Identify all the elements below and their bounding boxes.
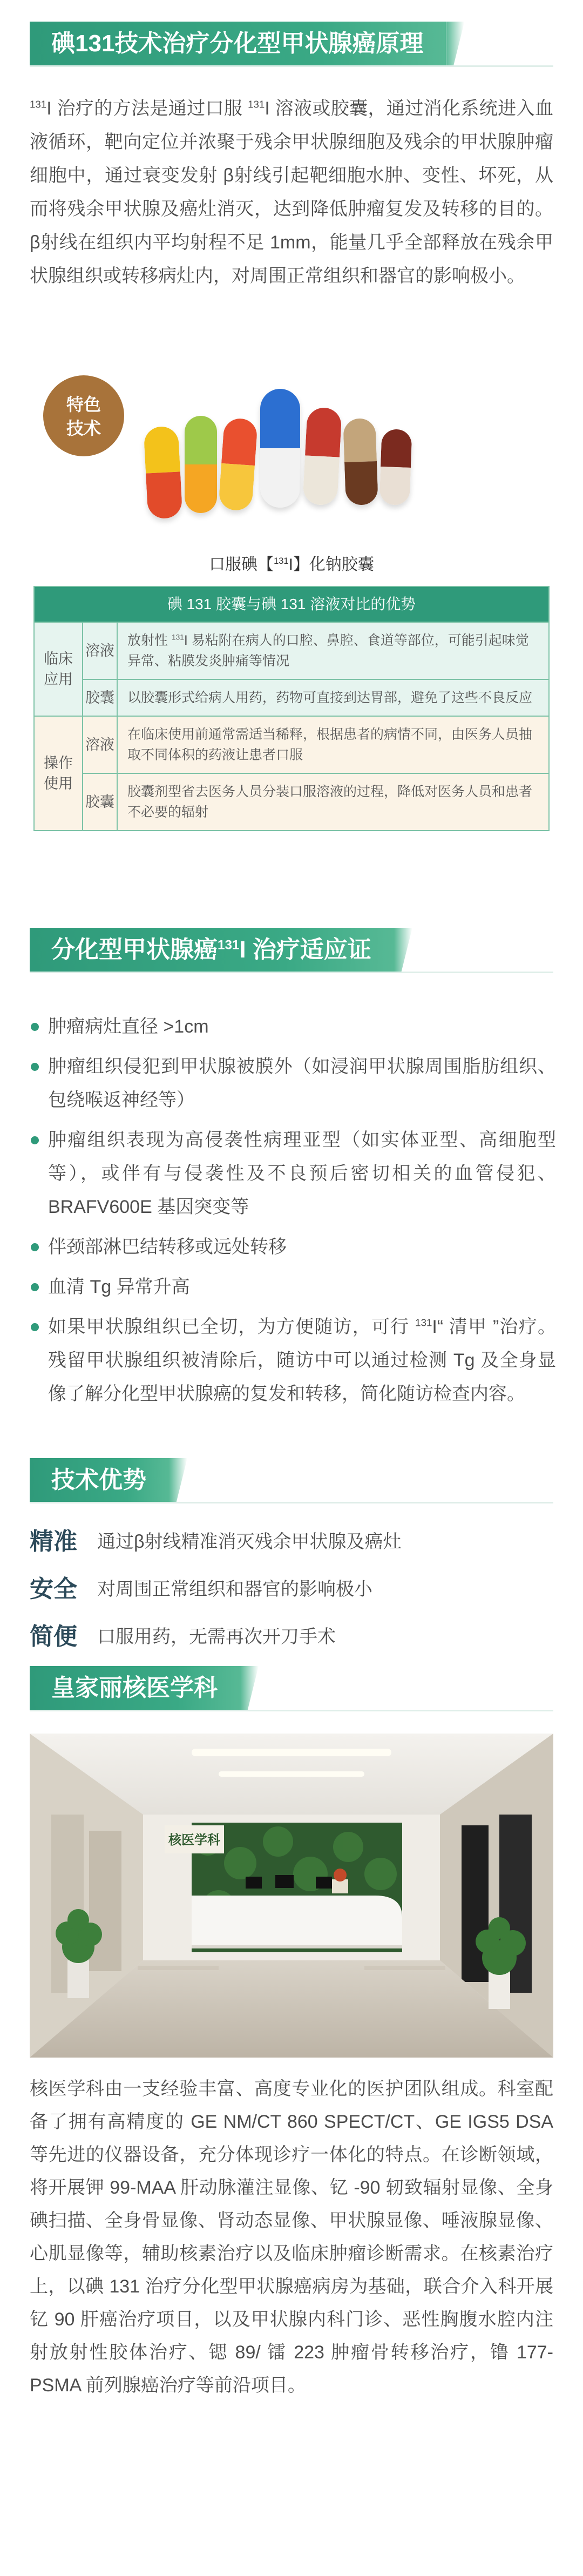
section-title-text: 分化型甲状腺癌	[51, 936, 218, 963]
desc-text: I 易粘附在病人的口腔、鼻腔、食道等部位，可能引起味觉异常、粘膜发炎肿痛等情况	[127, 633, 529, 669]
isotope-superscript: 131	[415, 1317, 432, 1329]
advantage-key: 安全	[30, 1576, 77, 1602]
bullet-icon	[31, 1323, 39, 1331]
divider	[30, 1502, 553, 1503]
capsule-illustration	[140, 378, 421, 524]
list-item	[30, 1010, 556, 1043]
banner-decoration	[394, 928, 412, 972]
divider	[30, 1710, 553, 1711]
list-item-text: 肿瘤组织侵犯到甲状腺被膜外（如浸润甲状腺周围脂肪组织、包绕喉返神经等）	[48, 1056, 556, 1110]
table-row	[83, 623, 548, 679]
section-title-text: I 治疗适应证	[239, 936, 371, 963]
advantage-safe	[30, 1570, 559, 1608]
isotope-superscript: 131	[248, 98, 265, 110]
advantage-value: 对周围正常组织和器官的影响极小	[97, 1579, 372, 1600]
bullet-icon	[31, 1136, 39, 1144]
capsule-4	[260, 389, 300, 508]
row-description: 胶囊剂型省去医务人员分装口服溶液的过程，降低对医务人员和患者不必要的辐射	[127, 784, 533, 820]
row-description: 以胶囊形式给病人用药，药物可直接到达胃部，避免了这些不良反应	[127, 690, 533, 705]
row-description: 在临床使用前通常需适当稀释，根据患者的病情不同，由医务人员抽取不同体积的药液让患者口服	[127, 727, 533, 763]
bullet-icon	[31, 1023, 39, 1031]
advantage-value: 通过β射线精准消灭残余甲状腺及癌灶	[97, 1532, 402, 1552]
list-item-text: 肿瘤组织表现为高侵袭性病理亚型（如实体亚型、高细胞型等），或伴有与侵袭性及不良预后密切相关的血管侵犯、BRAFV600E 基因突变等	[48, 1130, 556, 1217]
banner-decoration	[446, 22, 464, 66]
comparison-table	[33, 586, 550, 831]
group-label: 临床应用	[35, 623, 83, 716]
reception-sign-text: 核医学科	[168, 1832, 220, 1847]
table-group-operation	[35, 716, 548, 830]
list-item	[30, 1050, 556, 1117]
list-item-text: 伴颈部淋巴结转移或远处转移	[48, 1237, 287, 1257]
capsule-caption	[194, 551, 389, 575]
list-item-text: 如果甲状腺组织已全切，为方便随访，可行	[48, 1317, 416, 1337]
section-title-indications	[30, 928, 394, 972]
badge-line: 技术	[66, 419, 101, 438]
list-item-text: 血清 Tg 异常升高	[48, 1277, 190, 1297]
principle-paragraph	[30, 92, 553, 293]
table-row	[83, 679, 548, 716]
advantage-precise	[30, 1523, 559, 1561]
divider	[30, 972, 553, 973]
row-label: 溶液	[83, 623, 118, 679]
capsule-5	[302, 407, 342, 505]
advantage-convenient	[30, 1618, 559, 1656]
isotope-superscript: 131	[30, 98, 47, 110]
list-item	[30, 1270, 556, 1304]
caption-text: 口服碘【	[209, 556, 274, 574]
row-label: 胶囊	[83, 774, 118, 830]
list-item-text: 肿瘤病灶直径 >1cm	[48, 1016, 209, 1037]
section-title-text: 技术优势	[51, 1467, 146, 1493]
capsule-3	[218, 417, 258, 511]
feature-badge	[43, 375, 124, 456]
section-title-principle	[30, 22, 446, 66]
bullet-icon	[31, 1063, 39, 1071]
indication-list	[30, 1010, 556, 1417]
capsule-1	[144, 426, 183, 519]
capsule-2	[185, 416, 217, 513]
row-label: 胶囊	[83, 680, 118, 716]
row-label: 溶液	[83, 717, 118, 773]
isotope-superscript: 131	[218, 938, 240, 953]
section-title-text: 碘131技术治疗分化型甲状腺癌原理	[51, 30, 424, 57]
section-title-text: 皇家丽核医学科	[51, 1675, 218, 1701]
table-header: 碘 131 胶囊与碘 131 溶液对比的优势	[35, 587, 548, 622]
isotope-superscript: 131	[274, 556, 289, 566]
list-item-text: I“ 清甲 ”治疗。残留甲状腺组织被清除后，随访中可以通过检测 Tg 及全身显像了解分化型甲状腺癌的复发和转移，简化随访检查内容。	[48, 1317, 556, 1404]
paragraph-text: I 治疗的方法是通过口服	[46, 98, 248, 119]
capsule-6	[343, 418, 378, 505]
section-title-advantages	[30, 1458, 169, 1502]
bullet-icon	[31, 1283, 39, 1291]
banner-decoration	[169, 1458, 187, 1502]
section-title-department	[30, 1666, 240, 1710]
table-row	[83, 717, 548, 773]
department-paragraph: 核医学科由一支经验丰富、高度专业化的医护团队组成。科室配备了拥有高精度的 GE NM/CT 860 SPECT/CT、GE IGS5 DSA 等先进的仪器设备，充分体现诊疗一体化的特点。在诊断领域，将开展钾 99-MAA 肝动脉灌注显像、钇 -90 轫致辐射显像、全身碘扫描、全身骨显像、肾动态显像、甲状腺显像、唾液腺显像、心肌显像等，辅助核素治疗以及临床肿瘤诊断需求。在核素治疗上，以碘 131 治疗分化型甲状腺癌病房为基础，联合介入科开展钇 90 肝癌治疗项目，以及甲状腺内科门诊、恶性胸腹水腔内注射放射性胶体治疗、锶 89/ 镭 223 肿瘤骨转移治疗，镥 177-PSMA 前列腺癌治疗等前沿项目。	[30, 2079, 553, 2396]
table-group-clinical	[35, 622, 548, 716]
advantage-key: 精准	[30, 1528, 77, 1555]
advantage-value: 口服用药，无需再次开刀手术	[97, 1627, 336, 1647]
desc-text: 放射性	[127, 633, 172, 648]
list-item	[30, 1123, 556, 1224]
paragraph-text: I 溶液或胶囊，通过消化系统进入血液循环，靶向定位并浓聚于残余甲状腺细胞及残余的甲状腺肿瘤细胞中，通过衰变发射 β射线引起靶细胞水肿、变性、坏死，从而将残余甲状腺及癌灶消灭，达到降低肿瘤复发及转移的目的。β射线在组织内平均射程不足 1mm，能量几乎全部释放在残余甲状腺组织或转移病灶内，对周围正常组织和器官的影响极小。	[30, 98, 553, 286]
row-description	[118, 623, 548, 679]
advantage-key: 简便	[30, 1623, 77, 1650]
bullet-icon	[31, 1243, 39, 1251]
badge-line: 特色	[66, 395, 101, 414]
isotope-superscript: 131	[171, 633, 184, 642]
capsule-7	[379, 429, 412, 505]
banner-decoration	[240, 1666, 259, 1710]
divider	[30, 65, 553, 67]
list-item	[30, 1230, 556, 1264]
caption-text: I】化钠胶囊	[288, 556, 374, 574]
department-lobby-photo	[30, 1734, 553, 2058]
lobby-illustration	[30, 1734, 553, 2058]
list-item	[30, 1310, 556, 1411]
table-row	[83, 773, 548, 830]
group-label: 操作使用	[35, 717, 83, 830]
